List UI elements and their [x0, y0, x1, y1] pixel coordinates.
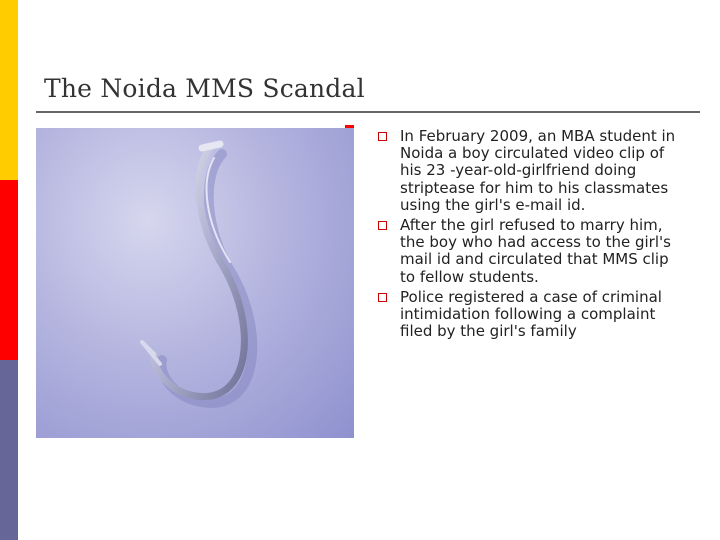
bullet-item — [378, 217, 678, 286]
hook-eye-shape — [202, 144, 220, 148]
slide-title: The Noida MMS Scandal — [44, 74, 365, 103]
square-bullet-icon — [378, 132, 387, 141]
bullet-text: In February 2009, an MBA student in Noida a boy circulated video clip of his 23 -year-old-girlfriend doing striptease for him to his classmates using the girl's e-mail id. — [400, 127, 676, 214]
bullet-list — [378, 128, 678, 343]
accent-bar-red — [0, 180, 18, 360]
bullet-item — [378, 128, 678, 214]
accent-bar-yellow — [0, 0, 18, 180]
square-bullet-icon — [378, 293, 387, 302]
accent-bar-slate — [0, 360, 18, 540]
square-bullet-icon — [378, 221, 387, 230]
fish-hook-photo — [36, 128, 354, 438]
title-divider — [36, 111, 700, 113]
bullet-text: Police registered a case of criminal intimidation following a complaint filed by the girl's family — [400, 287, 662, 341]
bullet-text: After the girl refused to marry him, the boy who had access to the girl's mail id and circulated that MMS clip to fellow students. — [400, 216, 671, 286]
photo-edge-mark — [345, 125, 354, 128]
bullet-item — [378, 289, 678, 341]
